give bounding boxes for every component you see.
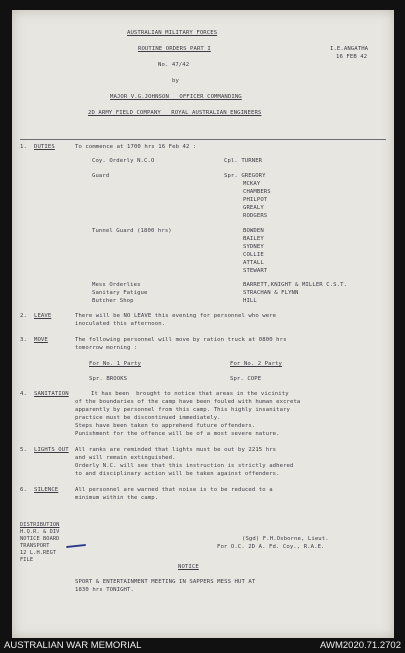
- guard-name: CHAMBERS: [243, 189, 271, 195]
- sanitation-line: Steps have been taken to apprehend future offenders.: [75, 423, 256, 429]
- by-text: by: [172, 78, 179, 84]
- date: 16 FEB 42: [336, 54, 368, 60]
- tunnel-name: STEWART: [243, 268, 268, 274]
- archive-footer: [0, 638, 405, 653]
- leave-number: 2.: [20, 313, 27, 319]
- lights-heading: LIGHTS OUT: [34, 447, 69, 453]
- distribution-item: NOTICE BOARD: [20, 536, 60, 542]
- guard-name: MCKAY: [243, 181, 261, 187]
- butcher-label: Butcher Shop: [92, 298, 134, 304]
- sanitation-line: It has been brought to notice that areas in the vicinity: [91, 391, 289, 397]
- duties-heading: DUTIES: [34, 144, 55, 150]
- tunnel-label: Tunnel Guard (1800 hrs): [92, 228, 172, 234]
- mess-label: Mess Orderlies: [92, 282, 141, 288]
- lights-number: 5.: [20, 447, 27, 453]
- tunnel-name: COLLIE: [243, 252, 264, 258]
- sanitation-line: apparently by personnel from this camp. This highly insanitary: [75, 407, 290, 413]
- party2-name: Spr. COPE: [230, 376, 262, 382]
- location: I.E.ANGATHA: [330, 46, 369, 52]
- distribution-item: TRANSPORT: [20, 543, 50, 549]
- distribution-item: H.Q.R. & DIV: [20, 529, 60, 535]
- guard-name: RODGERS: [243, 213, 268, 219]
- distribution-heading: DISTRIBUTION: [20, 522, 60, 528]
- mess-names: BARRETT,KNIGHT & MILLER C.S.T.: [243, 282, 348, 288]
- lights-line: and will remain extinguished.: [75, 455, 176, 461]
- lights-line: All ranks are reminded that lights must be out by 2215 hrs: [75, 447, 277, 453]
- archive-reference: AWM2020.71.2702: [320, 640, 401, 651]
- lights-line: Orderly N.C. will see that this instruction is strictly adhered: [75, 463, 294, 469]
- orderly-label: Coy. Orderly N.C.O: [92, 158, 155, 164]
- divider: [20, 139, 386, 140]
- tunnel-name: SYDNEY: [243, 244, 264, 250]
- unit: 2D ARMY FIELD COMPANY ROYAL AUSTRALIAN ENGINEERS: [88, 110, 262, 116]
- leave-line: inoculated this afternoon.: [75, 321, 166, 327]
- sanitation-line: practice must be discontinued immediately.: [75, 415, 221, 421]
- move-number: 3.: [20, 337, 27, 343]
- distribution-item: FILE: [20, 557, 34, 563]
- guard-name: PHILPOT: [243, 197, 268, 203]
- duties-intro: To commence at 1700 hrs 16 Feb 42 :: [75, 144, 197, 150]
- notice-line: 1830 hrs TONIGHT.: [75, 587, 134, 593]
- leave-heading: LEAVE: [34, 313, 52, 319]
- distribution-item: 12 L.H.REGT: [20, 550, 57, 556]
- tunnel-name: ATTALL: [243, 260, 264, 266]
- notice-line: SPORT & ENTERTAINMENT MEETING IN SAPPERS MESS HUT AT: [75, 579, 256, 585]
- leave-line: There will be NO LEAVE this evening for personnel who were: [75, 313, 277, 319]
- move-line: tomorrow morning :: [75, 345, 138, 351]
- lights-line: to and disciplinary action will be taken against offenders.: [75, 471, 280, 477]
- party2-heading: For No. 2 Party: [230, 361, 283, 367]
- force-title: AUSTRALIAN MILITARY FORCES: [127, 30, 218, 36]
- silence-heading: SILENCE: [34, 487, 59, 493]
- sanitation-line: Punishment for the offence will be of a most severe nature.: [75, 431, 280, 437]
- move-heading: MOVE: [34, 337, 48, 343]
- guard-name: GREALY: [243, 205, 264, 211]
- guard-label: Guard: [92, 173, 110, 179]
- sanitation-heading: SANITATION: [34, 391, 69, 397]
- guard-name: Spr. GREGORY: [224, 173, 266, 179]
- butcher-names: HILL: [243, 298, 257, 304]
- sanitary-names: STRACHAN & FLYNN: [243, 290, 299, 296]
- orders-title: ROUTINE ORDERS PART I: [138, 46, 211, 52]
- party1-name: Spr. BROOKS: [89, 376, 128, 382]
- archive-name: AUSTRALIAN WAR MEMORIAL: [4, 640, 142, 651]
- sanitary-label: Sanitary Fatigue: [92, 290, 148, 296]
- silence-number: 6.: [20, 487, 27, 493]
- party1-heading: For No. 1 Party: [89, 361, 142, 367]
- tunnel-name: BAILEY: [243, 236, 264, 242]
- tunnel-name: BOWDEN: [243, 228, 264, 234]
- silence-line: minimum within the camp.: [75, 495, 159, 501]
- signature-line: (Sgd) F.H.Osborne, Lieut.: [242, 536, 329, 542]
- sanitation-number: 4.: [20, 391, 27, 397]
- orderly-name: Cpl. TURNER: [224, 158, 263, 164]
- duties-number: 1.: [20, 144, 27, 150]
- signature-line: For O.C. 2D A. Fd. Coy., R.A.E.: [217, 544, 325, 550]
- document-page: [12, 10, 394, 638]
- sanitation-line: of the boundaries of the camp have been fouled with human excreta: [75, 399, 301, 405]
- silence-line: All personnel are warned that noise is to be reduced to a: [75, 487, 273, 493]
- order-number: No. 47/42: [158, 62, 190, 68]
- notice-heading: NOTICE: [178, 564, 199, 570]
- officer: MAJOR V.G.JOHNSON OFFICER COMMANDING: [110, 94, 242, 100]
- move-line: The following personnel will move by ration truck at 0800 hrs: [75, 337, 287, 343]
